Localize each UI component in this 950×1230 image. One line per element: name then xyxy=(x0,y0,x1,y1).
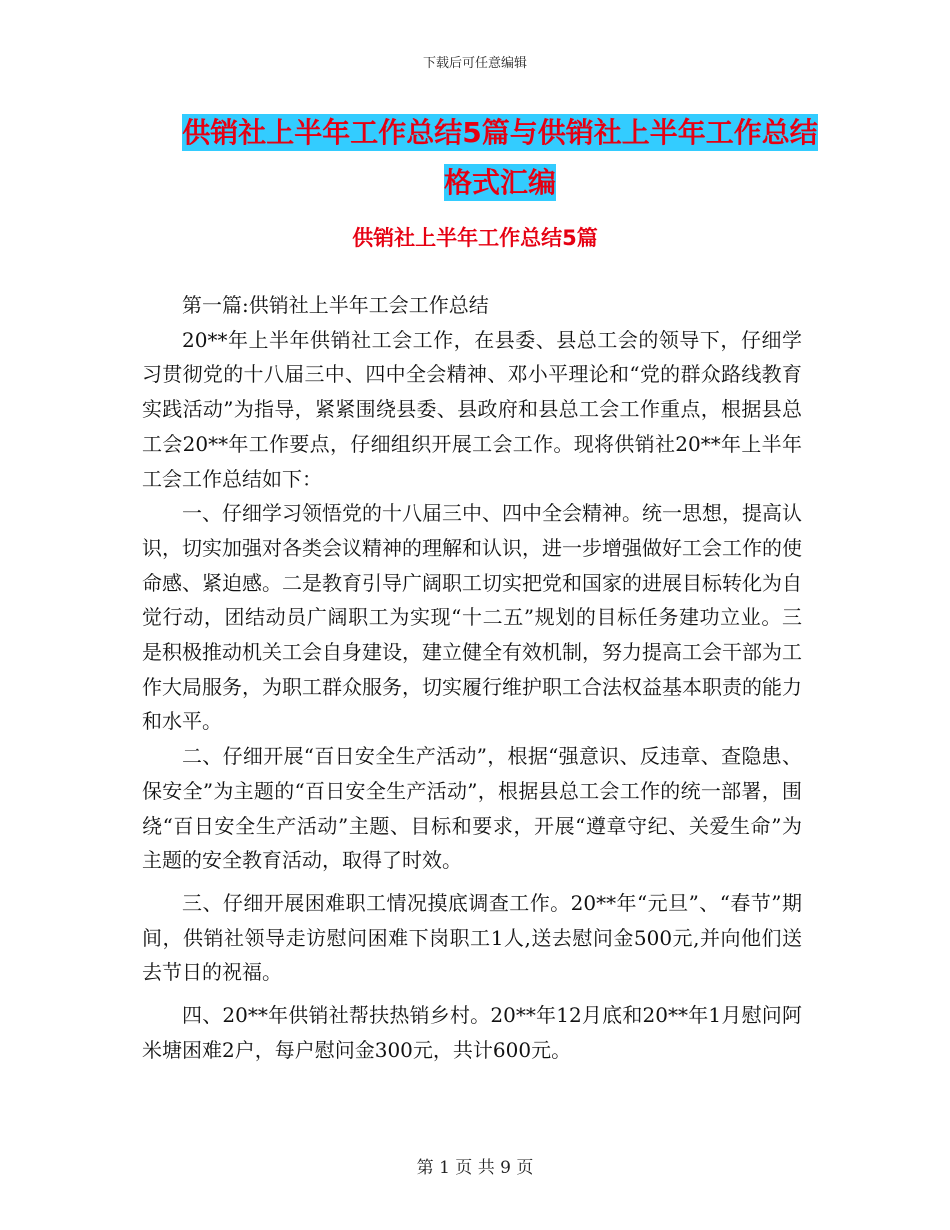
section-heading-paragraph: 第一篇:供销社上半年工会工作总结 xyxy=(182,293,489,317)
body-paragraph: 二、仔细开展“百日安全生产活动”，根据“强意识、反违章、查隐患、保安全”为主题的“百日安全生产活动”，根据县总工会工作的统一部署，围绕“百日安全生产活动”主题、目标和要求，开展“遵章守纪、关爱生命”为主题的安全教育活动，取得了时效。 xyxy=(142,744,802,873)
document-title xyxy=(140,108,860,208)
page-number-footer: 第 1 页 共 9 页 xyxy=(416,1158,534,1178)
page-header-note: 下载后可任意编辑 xyxy=(422,56,527,71)
document-body xyxy=(142,288,802,1067)
body-paragraph: 三、仔细开展困难职工情况摸底调查工作。20**年“元旦”、“春节”期间，供销社领导走访慰问困难下岗职工1人,送去慰问金500元,并向他们送去节日的祝福。 xyxy=(142,890,802,985)
document-title-line2: 格式汇编 xyxy=(443,166,556,199)
body-paragraph: 一、仔细学习领悟党的十八届三中、四中全会精神。统一思想，提高认识，切实加强对各类会议精神的理解和认识，进一步增强做好工会工作的使命感、紧迫感。二是教育引导广阔职工切实把党和国家的进展目标转化为自觉行动，团结动员广阔职工为实现“十二五”规划的目标任务建功立业。三是积极推动机关工会自身建设，建立健全有效机制，努力提高工会干部为工作大局服务，为职工群众服务，切实履行维护职工合法权益基本职责的能力和水平。 xyxy=(142,501,802,734)
document-title-line1: 供销社上半年工作总结5篇与供销社上半年工作总结 xyxy=(182,116,818,149)
body-paragraph: 四、20**年供销社帮扶热销乡村。20**年12月底和20**年1月慰问阿米塘困难2户，每户慰问金300元，共计600元。 xyxy=(142,1003,802,1062)
section-subtitle: 供销社上半年工作总结5篇 xyxy=(352,226,598,250)
body-paragraph: 20**年上半年供销社工会工作，在县委、县总工会的领导下，仔细学习贯彻党的十八届三中、四中全会精神、邓小平理论和“党的群众路线教育实践活动”为指导，紧紧围绕县委、县政府和县总工会工作重点，根据县总工会20**年工作要点，仔细组织开展工会工作。现将供销社20**年上半年工会工作总结如下： xyxy=(142,327,802,491)
